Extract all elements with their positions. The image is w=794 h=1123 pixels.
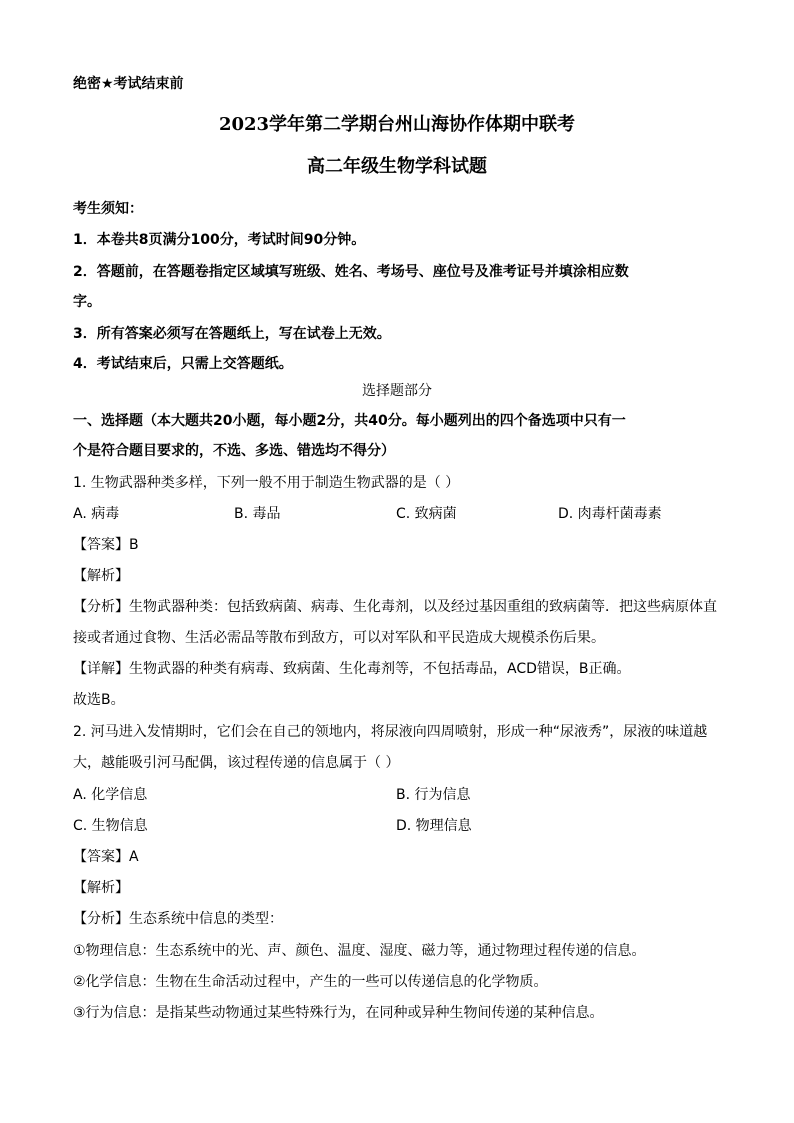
q1-choose: 故选B。 [73,692,125,708]
exam-title: 2023学年第二学期台州山海协作体期中联考 [218,114,576,135]
q2-point-2: ②化学信息：生物在生命活动过程中，产生的一些可以传递信息的化学物质。 [73,974,548,990]
q1-answer: 【答案】B [73,537,139,553]
exam-subtitle: 高二年级生物学科试题 [307,156,487,177]
q1-option-a: A. 病毒 [73,506,120,522]
q2-option-b: B. 行为信息 [396,787,471,803]
notice-item-4: 4．考试结束后，只需上交答题纸。 [73,356,293,372]
q1-stem: 1. 生物武器种类多样，下列一般不用于制造生物武器的是（ ） [73,475,460,491]
q2-stem-line-1: 2. 河马进入发情期时，它们会在自己的领地内，将尿液向四周喷射，形成一种“尿液秀”，尿液的味道越 [73,724,708,740]
q2-option-d: D. 物理信息 [396,818,472,834]
confidential-label: 绝密★考试结束前 [73,76,184,92]
q1-option-c: C. 致病菌 [396,506,457,522]
section-intro-1: 一、选择题（本大题共20小题，每小题2分，共40分。每小题列出的四个备选项中只有一 [73,413,626,429]
q1-analysis-line-2: 接或者通过食物、生活必需品等散布到敌方，可以对军队和平民造成大规模杀伤后果。 [73,630,605,646]
section-intro-2: 个是符合题目要求的，不选、多选、错选均不得分） [73,443,395,459]
q2-point-1: ①物理信息：生态系统中的光、声、颜色、温度、湿度、磁力等，通过物理过程传递的信息。 [73,943,646,959]
q2-stem-line-2: 大，越能吸引河马配偶，该过程传递的信息属于（ ） [73,755,400,771]
q2-analysis-tag: 【解析】 [73,880,129,896]
q1-detail: 【详解】生物武器的种类有病毒、致病菌、生化毒剂等，不包括毒品，ACD错误，B正确。 [73,661,631,677]
notice-item-2-cont: 字。 [73,294,101,310]
q1-analysis-tag: 【解析】 [73,568,129,584]
q2-point-3: ③行为信息：是指某些动物通过某些特殊行为，在同种或异种生物间传递的某种信息。 [73,1005,604,1021]
q2-answer: 【答案】A [73,849,139,865]
q2-option-a: A. 化学信息 [73,787,148,803]
q1-analysis-line-1: 【分析】生物武器种类：包括致病菌、病毒、生化毒剂，以及经过基因重组的致病菌等．把这些病原体直 [73,599,717,615]
q1-option-d: D. 肉毒杆菌毒素 [558,506,662,522]
q2-option-c: C. 生物信息 [73,818,148,834]
q1-option-b: B. 毒品 [234,506,281,522]
q2-analysis: 【分析】生态系统中信息的类型： [73,911,283,927]
section-title: 选择题部分 [362,383,432,399]
notice-item-1: 1．本卷共8页满分100分，考试时间90分钟。 [73,232,366,248]
notice-heading: 考生须知： [73,201,143,217]
notice-item-2: 2．答题前，在答题卷指定区域填写班级、姓名、考场号、座位号及准考证号并填涂相应数 [73,264,629,280]
notice-item-3: 3．所有答案必须写在答题纸上，写在试卷上无效。 [73,326,391,342]
